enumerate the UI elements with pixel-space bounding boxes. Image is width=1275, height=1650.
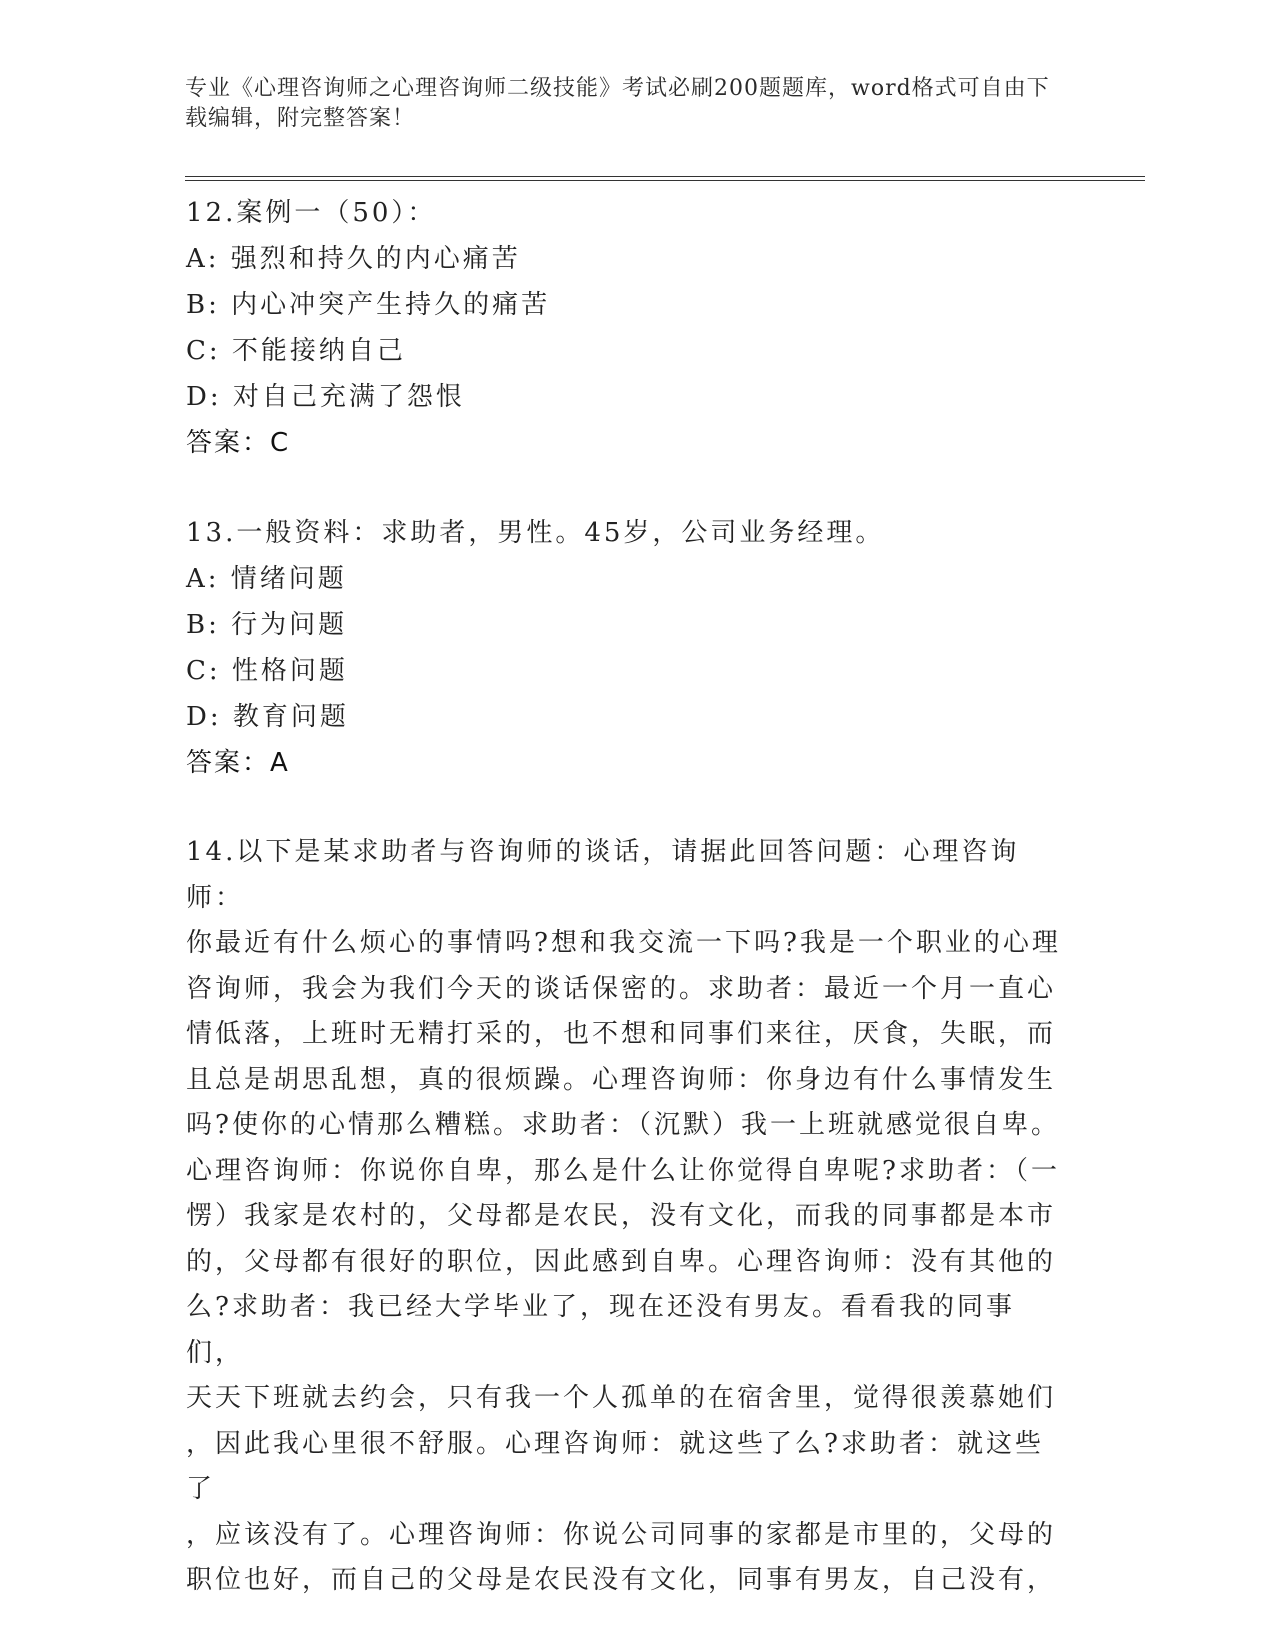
option-c: C: 不能接纳自己 — [186, 336, 406, 366]
question-stem-line: 且总是胡思乱想，真的很烦躁。心理咨询师：你身边有什么事情发生 — [186, 1064, 1057, 1095]
question-stem-line: 14.以下是某求助者与咨询师的谈话，请据此回答问题：心理咨询师： — [186, 837, 1020, 913]
spacer — [186, 786, 1066, 830]
question-stem-line: 咨询师，我会为我们今天的谈话保密的。求助者：最近一个月一直心 — [186, 973, 1057, 1004]
question-stem-line: 愣）我家是农村的，父母都是农民，没有文化，而我的同事都是本市 — [186, 1201, 1057, 1231]
option-a: A: 情绪问题 — [186, 564, 347, 594]
question-stem-line: 情低落，上班时无精打采的，也不想和同事们来往，厌食，失眠，而 — [186, 1019, 1057, 1049]
question-stem-line: 吗?使你的心情那么糟糕。求助者：（沉默）我一上班就感觉很自卑。 — [186, 1110, 1060, 1140]
question-stem: 13.一般资料：求助者，男性。45岁，公司业务经理。 — [186, 518, 885, 548]
question-stem-line: 么?求助者：我已经大学毕业了，现在还没有男友。看看我的同事们， — [186, 1292, 1015, 1368]
question-stem: 12.案例一（50）： — [186, 198, 437, 228]
option-b: B: 内心冲突产生持久的痛苦 — [186, 290, 551, 320]
answer-line: 答案：C — [186, 428, 291, 458]
answer-line: 答案：A — [186, 748, 290, 778]
document-header: 专业《心理咨询师之心理咨询师二级技能》考试必刷200题题库，word格式可自由下载编辑，附完整答案！ — [185, 76, 1050, 131]
option-b: B: 行为问题 — [186, 610, 348, 640]
question-stem-line: 职位也好，而自己的父母是农民没有文化，同事有男友，自己没有， — [186, 1565, 1057, 1595]
option-c: C: 性格问题 — [186, 656, 348, 686]
option-a: A: 强烈和持久的内心痛苦 — [186, 244, 521, 274]
spacer — [186, 466, 1066, 510]
option-d: D: 对自己充满了怨恨 — [186, 382, 465, 412]
header-divider — [185, 176, 1145, 181]
question-14 — [186, 830, 1066, 1604]
question-12 — [186, 190, 1066, 466]
question-stem-line: ，应该没有了。心理咨询师：你说公司同事的家都是市里的，父母的 — [186, 1519, 1057, 1550]
question-13 — [186, 510, 1066, 786]
question-stem-line: 的，父母都有很好的职位，因此感到自卑。心理咨询师：没有其他的 — [186, 1246, 1057, 1277]
option-d: D: 教育问题 — [186, 702, 349, 732]
question-stem-line: 天天下班就去约会，只有我一个人孤单的在宿舍里，觉得很羡慕她们 — [186, 1383, 1057, 1413]
question-stem-line: 心理咨询师：你说你自卑，那么是什么让你觉得自卑呢?求助者：（一 — [186, 1155, 1060, 1186]
question-stem-line: ，因此我心里很不舒服。心理咨询师：就这些了么?求助者：就这些了 — [186, 1428, 1044, 1504]
document-body — [186, 190, 1066, 1604]
question-stem-line: 你最近有什么烦心的事情吗?想和我交流一下吗?我是一个职业的心理 — [186, 928, 1061, 958]
